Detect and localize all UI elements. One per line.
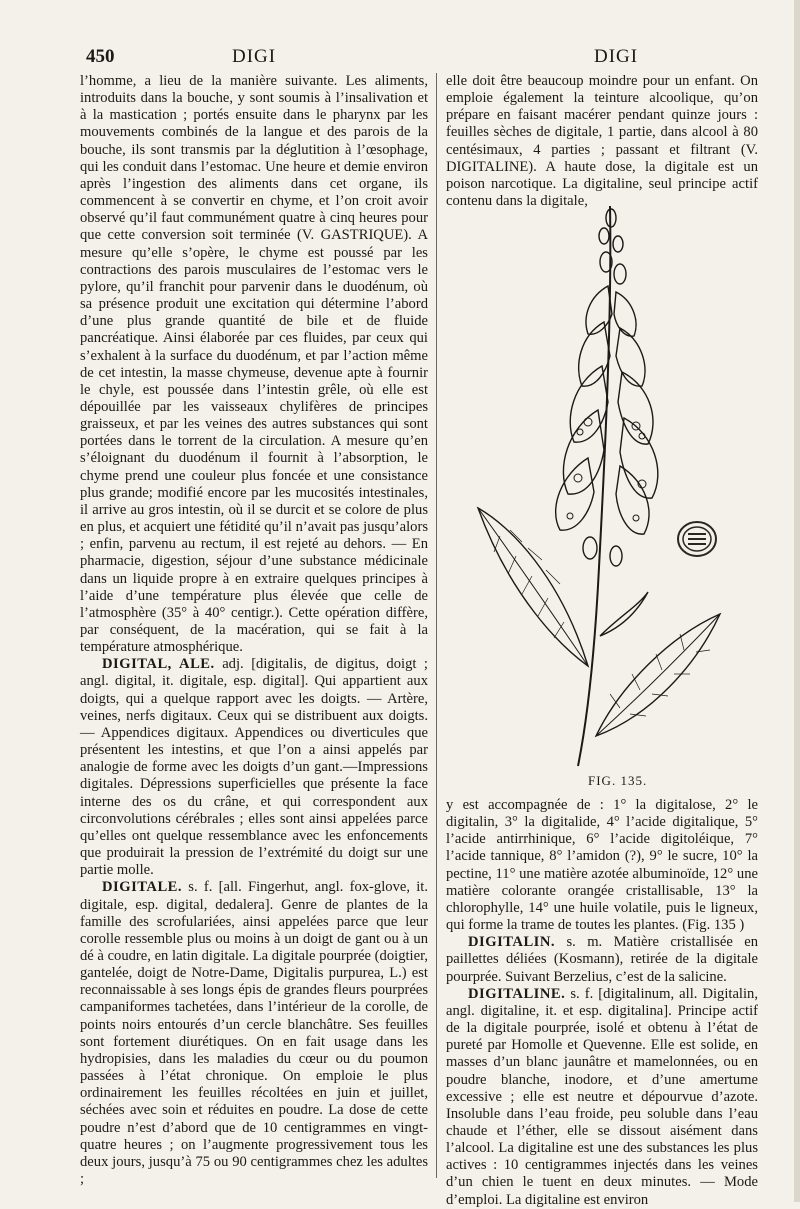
- entry-digitaline: [446, 986, 758, 1209]
- entry-digital: [80, 656, 428, 879]
- page-header: [86, 44, 720, 70]
- figure-caption: FIG. 135.: [588, 773, 648, 788]
- column-divider: [436, 73, 437, 1178]
- page-number: 450: [86, 46, 115, 67]
- left-column: [80, 73, 428, 1187]
- headword-digitalin: DIGITALIN.: [468, 934, 556, 951]
- digestion-continuation: l’homme, a lieu de la manière suivante. Les aliments, introduits dans la bouche, y sont soumis à l’insalivation et à la mastication ; portés ensuite dans le pharynx par les mouvements combinés de la langue et des parois de la bouche, ils sont transmis par la déglutition à l’œsophage, qui les conduit dans l’estomac. Une heure et demie environ après l’ingestion des aliments dans cet organe, ils commencent à se convertir en chyme, et l’on croit avoir observé qu’il faut communément quatre à cinq heures pour que cette conversion soit terminée (V. GASTRIQUE). A mesure qu’elle s’opère, le chyme est poussé par les contractions des parois musculaires de l’estomac vers le pylore, qu’il franchit pour parvenir dans le duodénum, où sa présence produit une excitation qui détermine l’abord d’une plus grande quantité de bile et de fluide pancréatique. Ainsi élaborée par ces fluides, par ceux qui s’exhalent à la surface du duodénum, et par l’action même de cet intestin, la masse chymeuse, devenue apte à fournir le chyle, est poussée dans l’intestin grêle, où elle est dépouillée par les vaisseaux chylifères de principes graisseux, et par les veines des autres substances qui sont portées dans le torrent de la circulation. A mesure qu’en s’éloignant du duodénum il fournit à l’absorption, le chyme prend une couleur plus foncée et une consistance plus grande; modifié encore par les mucosités intestinales, il arrive au gros intestin, où il se durcit et se colore de plus en plus, et acquiert une fétidité qu’il n’avait pas jusqu’alors ; enfin, parvenu au rectum, il est rejeté au dehors. — En pharmacie, digestion, séjour d’une substance médicinale dans un liquide propre à en extraire quelques principes à l’aide d’une température plus élevée que celle de l’atmosphère (35° à 40° centigr.). Cette opération diffère, par conséquent, de la macération, qui se fait à la température atmosphérique.: [80, 73, 428, 656]
- headword-digitaline: DIGITALINE.: [468, 985, 566, 1002]
- headword-digital: DIGITAL, ALE.: [102, 656, 215, 673]
- entry-digitalin: [446, 934, 758, 985]
- library-stamp-icon: [676, 518, 718, 560]
- running-head-right: DIGI: [594, 46, 639, 67]
- right-top-text: elle doit être beaucoup moindre pour un enfant. On emploie également la teinture alcoolique, qu’on prépare en faisant macérer pendant quinze jours : feuilles sèches de digitale, 1 partie, dans alcool à 80 centésimaux, 4 parties ; passant et filtrant (V. DIGITALINE). A haute dose, la digitale est un poison narcotique. La digitaline, seul principe actif contenu dans la digitale,: [446, 73, 758, 210]
- entry-digitale: [80, 879, 428, 1188]
- foxglove-plant-icon: [470, 196, 760, 776]
- right-column-bottom: [446, 797, 758, 1208]
- right-column-top: [446, 73, 758, 210]
- entry-digitale-body: s. f. [all. Fingerhut, angl. fox-glove, it. digitale, esp. digital, dedalera]. Genre de plantes de la famille des scrofulariées, ainsi appelées parce que leur corolle ressemble plus ou moins à un doigt de gant ou à un dé à coudre, en latin digitale. La digitale pourprée (doigtier, gantelée, doigt de Notre-Dame, Digitalis purpurea, L.) est reconnaissable à ses longs épis de grandes fleurs pourprées campaniformes tachetées, dans l’intérieur de la corolle, de points noirs entourés d’un cercle blanchâtre. Ses feuilles sont fortement diurétiques. On en fait usage dans les hydropisies, dans les maladies du cœur ou du poumon passées à l’état chronique. On emploie le plus ordinairement les feuilles récoltées en juin et juillet, séchées avec soin et réduites en poudre. La dose de cette poudre n’est d’abord que de 10 centigrammes en vingt-quatre heures ; on l’augmente progressivement tous les deux jours, jusqu’à 75 ou 90 centigrammes chez les adultes ;: [80, 879, 428, 1187]
- headword-digitale: DIGITALE.: [102, 879, 183, 896]
- entry-digital-body: adj. [digitalis, de digitus, doigt ; angl. digital, it. digitale, esp. digital]. Qui appartient aux doigts, qui a quelque rapport avec les doigts. — Artère, veines, nerfs digitaux. Ceux qui se distribuent aux doigts.— Appendices digitaux. Appendices ou diverticules que présentent les intestins, et que l’on a ainsi appelés par analogie de forme avec les doigts d’un gant.—Impressions digitales. Dépressions superficielles que présente la face interne des os du crâne, et qui correspondent aux circonvolutions cérébrales ; elles sont ainsi appelées parce qu’elles ont quelque ressemblance avec les enfoncements que produirait la pression de l’extrémité du doigt sur une partie molle.: [80, 656, 428, 879]
- digitaline-components: y est accompagnée de : 1° la digitalose, 2° le digitalin, 3° la digitalide, 4° l’acide digitalique, 5° l’acide antirrhinique, 6° l’acide digitoléique, 7° l’acide tannique, 8° l’amidon (?), 9° le sucre, 10° la pectine, 11° une matière azotée albuminoïde, 12° une matière colorante orangée cristallisable, 13° la chlorophylle, 14° une huile volatile, puis le ligneux, qui forme la trame de toutes les plantes. (Fig. 135 ): [446, 797, 758, 934]
- entry-digitaline-body: s. f. [digitalinum, all. Digitalin, angl. digitaline, it. et esp. digitalina]. Principe actif de la digitale pourprée, isolé et obtenu à l’état de pureté par Homolle et Quevenne. Elle est solide, en masses d’un blanc jaunâtre et mamelonnées, ou en poudre blanche, inodore, et d’une amertume excessive ; elle est neutre et dépourvue d’azote. Insoluble dans l’eau froide, peu soluble dans l’eau chaude et l’éther, elle se dissout aisément dans l’alcool. La digitaline est une des substances les plus actives : 10 centigrammes injectés dans les veines d’un chien le tuent en deux minutes. — Mode d’emploi. La digitaline est environ: [446, 985, 758, 1208]
- running-head-left: DIGI: [232, 46, 277, 67]
- foxglove-figure: [470, 196, 760, 776]
- entry-digitalin-body: s. m. Matière cristallisée en paillettes déliées (Kosmann), retirée de la digitale pourprée. Suivant Berzelius, c’est de la salicine.: [446, 934, 758, 985]
- scan-edge: [794, 0, 800, 1202]
